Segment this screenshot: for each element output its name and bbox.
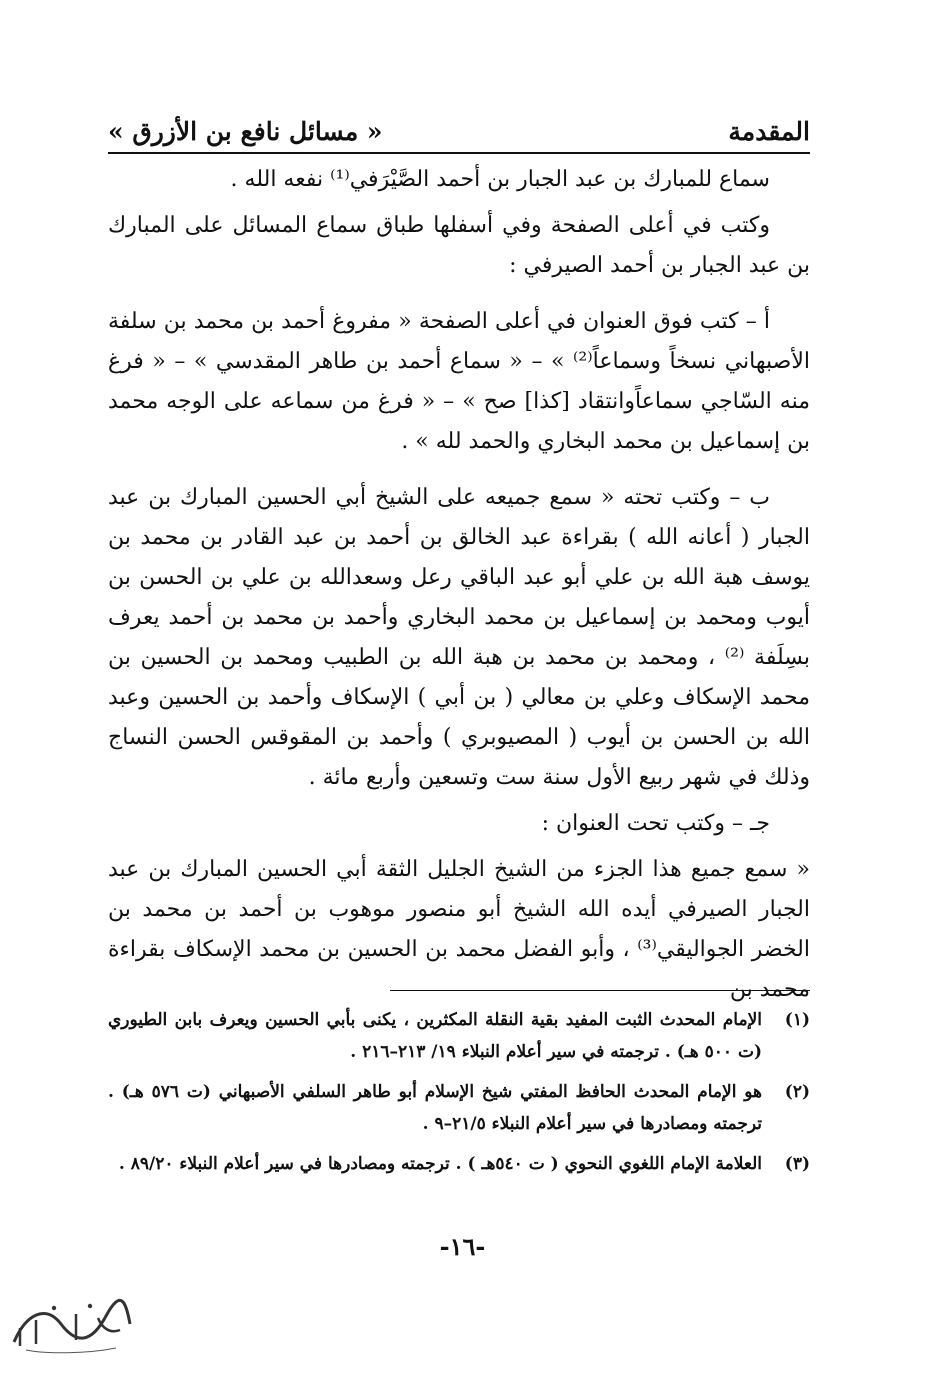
footnote-number: (٢) [784,1082,810,1102]
footnote-number: (١) [784,1010,810,1030]
paragraph-2: وكتب في أعلى الصفحة وفي أسفلها طباق سماع المسائل على المبارك بن عبد الجبار بن أحمد الصيرفي : [108,213,810,278]
header-divider [108,152,810,154]
footnote [108,1148,810,1180]
paragraph-5: جـ – وكتب تحت العنوان : [541,811,770,836]
section-title: المقدمة [728,117,810,146]
calligraphy-stamp-logo [6,1294,136,1356]
paragraph-1: سماع للمبارك بن عبد الجبار بن أحمد الصَّيْرَفي⁽¹⁾ نفعه الله . [230,167,770,192]
paragraph-6: « سمع جميع هذا الجزء من الشيخ الجليل الثقة أبي الحسين المبارك بن عبد الجبار الصيرفي أيده الله الشيخ أبو منصور موهوب بن أحمد بن محمد بن الخضر الجواليقي⁽³⁾ ، وأبو الفضل محمد بن الحسين بن محمد الإسكاف بقراءة محمد بن [108,857,810,1002]
paragraph-3: أ – كتب فوق العنوان في أعلى الصفحة « مفروغ أحمد بن محمد بن سلفة الأصبهاني نسخاً وسماعاً⁽²⁾ » – « سماع أحمد بن طاهر المقدسي » – « فرغ منه السّاجي سماعاًوانتقاد [كذا] صح » – « فرغ من سماعه على الوجه محمد بن إسماعيل بن محمد البخاري والحمد لله » . [108,309,810,454]
footnote [108,1076,810,1140]
running-header [108,108,810,152]
footnote-text: الإمام المحدث الثبت المفيد بقية النقلة المكثرين ، يكنى بأبي الحسين ويعرف بابن الطيوري (ت ٥٠٠ هـ) . ترجمته في سير أعلام النبلاء ١٩/ ٢١٣–٢١٦ . [108,1010,762,1062]
main-text [108,160,810,1026]
footnote [108,1004,810,1068]
book-title: « مسائل نافع بن الأزرق » [108,117,383,146]
page-number: -١٦- [439,1232,486,1261]
footnote-divider [390,990,810,991]
footnote-text: هو الإمام المحدث الحافظ المفتي شيخ الإسلام أبو طاهر السلفي الأصبهاني (ت ٥٧٦ هـ) . ترجمته ومصادرها في سير أعلام النبلاء ٢١/٥–٩ . [108,1082,762,1134]
footnote-number: (٣) [784,1154,810,1174]
footnotes [108,1004,810,1188]
footnote-text: العلامة الإمام اللغوي النحوي ( ت ٥٤٠هـ ) . ترجمته ومصادرها في سير أعلام النبلاء ٨٩/٢٠ . [118,1154,762,1174]
paragraph-4: ب – وكتب تحته « سمع جميعه على الشيخ أبي الحسين المبارك بن عبد الجبار ( أعانه الله ) بقراءة عبد الخالق بن أحمد بن عبد القادر بن محمد بن يوسف هبة الله بن علي أبو عبد الباقي رعل وسعدالله بن علي بن الحسن بن أيوب ومحمد بن إسماعيل بن محمد البخاري وأحمد بن محمد بن أحمد يعرف بسِلَفة ⁽²⁾ ، ومحمد بن محمد بن هبة الله بن الطبيب ومحمد بن الحسين بن محمد الإسكاف وعلي بن معالي ( بن أبي ) الإسكاف وأحمد بن الحسين وعبد الله بن الحسن بن أيوب ( المصيوبري ) وأحمد بن المقوقس الحسن النساج وذلك في شهر ربيع الأول سنة ست وتسعين وأربع مائة . [108,485,811,790]
